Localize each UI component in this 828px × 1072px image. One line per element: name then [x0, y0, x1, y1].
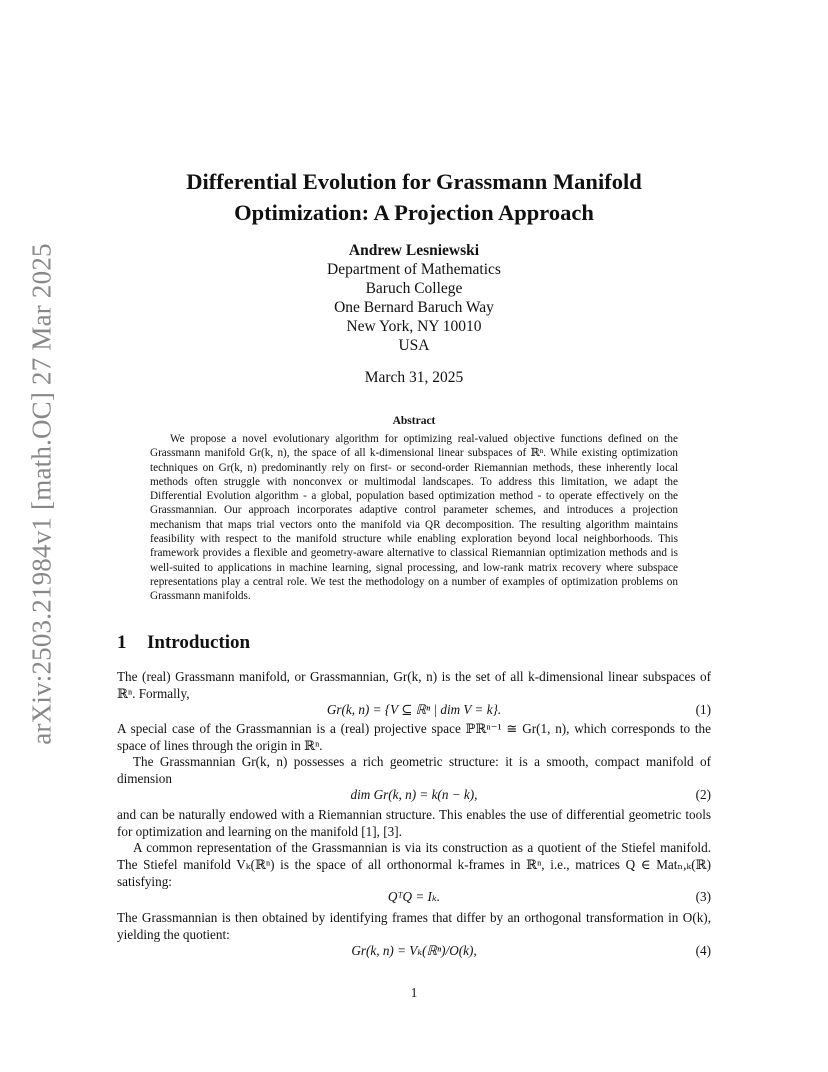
equation-number: (4) — [695, 943, 711, 958]
section-heading — [117, 632, 250, 654]
page-number: 1 — [410, 985, 418, 1000]
equation-expression: Gr(k, n) = {V ⊆ ℝⁿ | dim V = k}. — [326, 702, 502, 717]
author-street: One Bernard Baruch Way — [334, 299, 494, 316]
author-college: Baruch College — [365, 280, 463, 297]
title-line-1: Differential Evolution for Grassmann Manifold — [186, 169, 642, 194]
paragraph: The (real) Grassmann manifold, or Grassmannian, Gr(k, n) is the set of all k-dimensional linear subspaces of ℝⁿ. Formally, — [117, 669, 711, 701]
author-name: Andrew Lesniewski — [348, 242, 480, 259]
equation-number: (2) — [695, 787, 711, 802]
author-block — [117, 241, 711, 355]
paragraph: The Grassmannian Gr(k, n) possesses a rich geometric structure: it is a smooth, compact manifold of dimension — [117, 754, 711, 786]
equation-expression: Gr(k, n) = Vₖ(ℝⁿ)/O(k), — [351, 943, 477, 958]
paragraph: The Grassmannian is then obtained by identifying frames that differ by an orthogonal transformation in O(k), yielding the quotient: — [117, 910, 711, 942]
equation-1 — [117, 702, 711, 720]
paper-date: March 31, 2025 — [364, 369, 464, 386]
equation-expression: QᵀQ = Iₖ. — [387, 889, 441, 904]
author-department: Department of Mathematics — [327, 261, 501, 278]
paragraph: A special case of the Grassmannian is a (real) projective space ℙℝⁿ⁻¹ ≅ Gr(1, n), which corresponds to the space of lines through the origin in ℝⁿ. — [117, 721, 711, 753]
abstract-heading: Abstract — [392, 415, 436, 427]
title-line-2: Optimization: A Projection Approach — [234, 200, 594, 225]
equation-number: (3) — [695, 889, 711, 904]
equation-4 — [117, 943, 711, 961]
section-number: 1 — [117, 632, 127, 653]
arxiv-sidebar — [22, 238, 62, 750]
abstract-text: We propose a novel evolutionary algorithm for optimizing real-valued objective functions defined on the Grassmann manifold Gr(k, n), the space of all k-dimensional linear subspaces of ℝⁿ. While existing optimization techniques on Gr(k, n) predominantly rely on first- or second-order Riemannian methods, these inherently local methods often struggle with nonconvex or multimodal landscapes. To address this limitation, we adapt the Differential Evolution algorithm - a global, population based optimization method - to operate effectively on the Grassmannian. Our approach incorporates adaptive control parameter schemes, and introduces a projection mechanism that maps trial vectors onto the manifold via QR decomposition. The resulting algorithm maintains feasibility with respect to the manifold structure while enabling exploration beyond local neighborhoods. This framework provides a flexible and geometry-aware alternative to classical Riemannian optimization methods and is well-suited to applications in machine learning, signal processing, and low-rank matrix recovery where subspace representations play a central role. We test the methodology on a number of examples of optimization problems on Grassmann manifolds. — [150, 433, 678, 603]
equation-3 — [117, 889, 711, 907]
equation-2 — [117, 787, 711, 805]
equation-expression: dim Gr(k, n) = k(n − k), — [350, 787, 478, 802]
paper-title — [117, 166, 711, 228]
arxiv-identifier: arXiv:2503.21984v1 [math.OC] 27 Mar 2025 — [26, 243, 57, 745]
section-title: Introduction — [147, 632, 251, 653]
paragraph: A common representation of the Grassmannian is via its construction as a quotient of the Stiefel manifold. The Stiefel manifold Vₖ(ℝⁿ) is the space of all orthonormal k-frames in ℝⁿ, i.e., matrices Q ∈ Matₙ,ₖ(ℝ) satisfying: — [117, 840, 711, 889]
author-country: USA — [398, 337, 430, 354]
equation-number: (1) — [695, 702, 711, 717]
author-city: New York, NY 10010 — [346, 318, 482, 335]
paragraph: and can be naturally endowed with a Riemannian structure. This enables the use of differential geometric tools for optimization and learning on the manifold [1], [3]. — [117, 807, 711, 839]
